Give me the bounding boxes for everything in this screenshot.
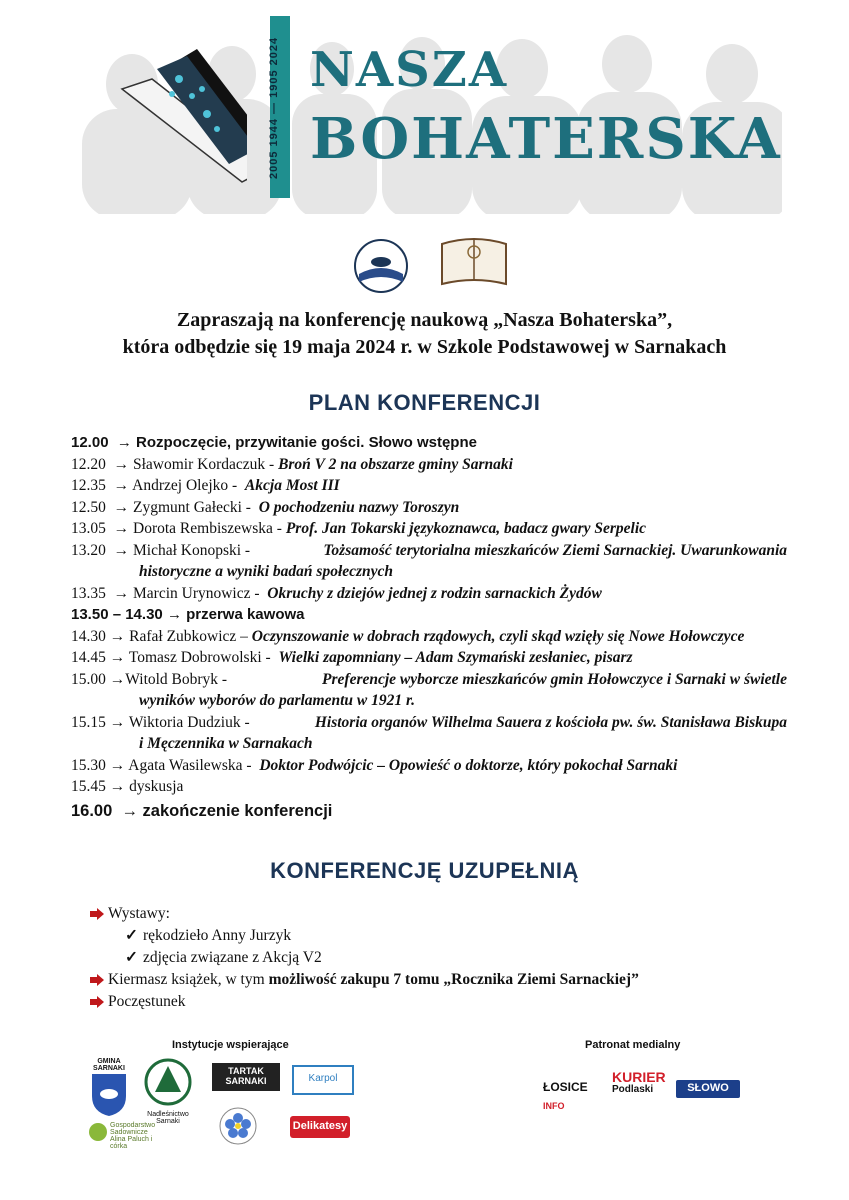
forget-me-not-logo-icon [216,1106,260,1146]
program-row: 16.00 → zakończenie konferencji [71,801,333,820]
title-line-2: BOHATERSKA [310,106,782,172]
program-row: 13.50 – 14.30 → przerwa kawowa [71,606,305,623]
apple-tree-icon [88,1122,108,1142]
losice-info-logo: ŁOSICE INFO [543,1080,588,1111]
program-row: 14.30 → Rafał Zubkowicz – Oczynszowanie w dobrach rządowych, czyli skąd wzięły się Nowe Hołowczyce [71,627,745,645]
delikatesy-logo: Delikatesy [290,1116,350,1138]
karpol-logo: Karpol [292,1065,354,1095]
program-row: 13.35 → Marcin Urynowicz - Okruchy z dziejów jednej z rodzin sarnackich Żydów [71,584,602,602]
supporting-institutions-title: Instytucje wspierające [172,1039,289,1051]
library-logo-icon [341,234,421,294]
book-emblem-icon [117,34,247,184]
lasy-panstwowe-logo: Nadleśnictwo Sarnaki [143,1058,193,1118]
forest-logo-icon [143,1058,193,1106]
checkmark-icon: ✓ [125,949,138,966]
coat-of-arms-icon [88,1072,130,1118]
program-row: 12.20 → Sławomir Kordaczuk - Broń V 2 na obszarze gminy Sarnaki [71,455,513,473]
header-banner [82,14,782,214]
list-item: Wystawy: [90,903,790,925]
program-row: 15.30 → Agata Wasilewska - Doktor Podwójcic – Opowieść o doktorze, który pokochał Sarnaki [71,756,678,774]
program-row-continuation: historyczne a wyniki badań społecznych [139,563,394,580]
program-row: 15.15 → Wiktoria Dudziuk - Historia organów Wilhelma Sauera z kościoła pw. św. Stanisława Biskupa [71,713,787,731]
program-row-continuation: i Męczennika w Sarnakach [139,735,313,752]
red-arrow-icon [90,908,104,920]
title-line-1: NASZA [310,42,509,98]
red-arrow-icon [90,996,104,1008]
gmina-sarnaki-logo: GMINA SARNAKI [88,1058,130,1114]
red-arrow-icon [90,974,104,986]
years-label: 2005 1944 — 1905 2024 [268,36,280,180]
list-item: ✓ zdjęcia związane z Akcją V2 [125,947,790,969]
slowo-podlasia-logo: SŁOWO [676,1080,740,1098]
program-row: 12.50 → Zygmunt Gałecki - O pochodzeniu nazwy Toroszyn [71,498,460,516]
program-row: 13.05 → Dorota Rembiszewska - Prof. Jan Tokarski językoznawca, badacz gwary Serpelic [71,520,647,537]
kurier-podlaski-logo: KURIER Podlaski [612,1069,666,1095]
intro-line-1: Zapraszają na konferencję naukową „Nasza Bohaterska”, [176,309,673,331]
program-row: 15.45 → dyskusja [71,778,184,795]
program-row-continuation: wyników wyborów do parlamentu w 1921 r. [139,692,416,709]
intro-line-2: która odbędzie się 19 maja 2024 r. w Szkole Podstawowej w Sarnakach [122,336,727,358]
tartak-sarnaki-logo: TARTAK SARNAKI [212,1063,280,1091]
program-row: 13.20 → Michał Konopski - Tożsamość terytorialna mieszkańców Ziemi Sarnackiej. Uwarunkowania [71,541,787,559]
program-list [71,432,787,824]
media-patronage-title: Patronat medialny [585,1039,681,1051]
program-row: 14.45 → Tomasz Dobrowolski - Wielki zapomniany – Adam Szymański zesłaniec, pisarz [71,649,633,666]
program-row: 12.35 → Andrzej Olejko - Akcja Most III [71,477,340,494]
list-item: Poczęstunek [90,991,790,1013]
plan-heading: PLAN KONFERENCJI [308,390,541,415]
list-item: Kiermasz książek, w tym możliwość zakupu 7 tomu „Rocznika Ziemi Sarnackiej” [90,969,790,991]
list-item: ✓ rękodzieło Anny Jurzyk [125,925,790,947]
checkmark-icon: ✓ [125,927,138,944]
program-row: 15.00 →Witold Bobryk - Preferencje wyborcze mieszkańców gmin Hołowczyce i Sarnaki w świetle [71,670,787,688]
school-logo-icon [438,234,510,292]
extras-heading: KONFERENCJĘ UZUPEŁNIĄ [270,858,579,883]
program-row: 12.00 → Rozpoczęcie, przywitanie gości. Słowo wstępne [71,434,477,451]
gospodarstwo-logo: Gospodarstwo Sadownicze Alina Paluch i córka [88,1120,158,1146]
extras-list [90,903,790,1013]
